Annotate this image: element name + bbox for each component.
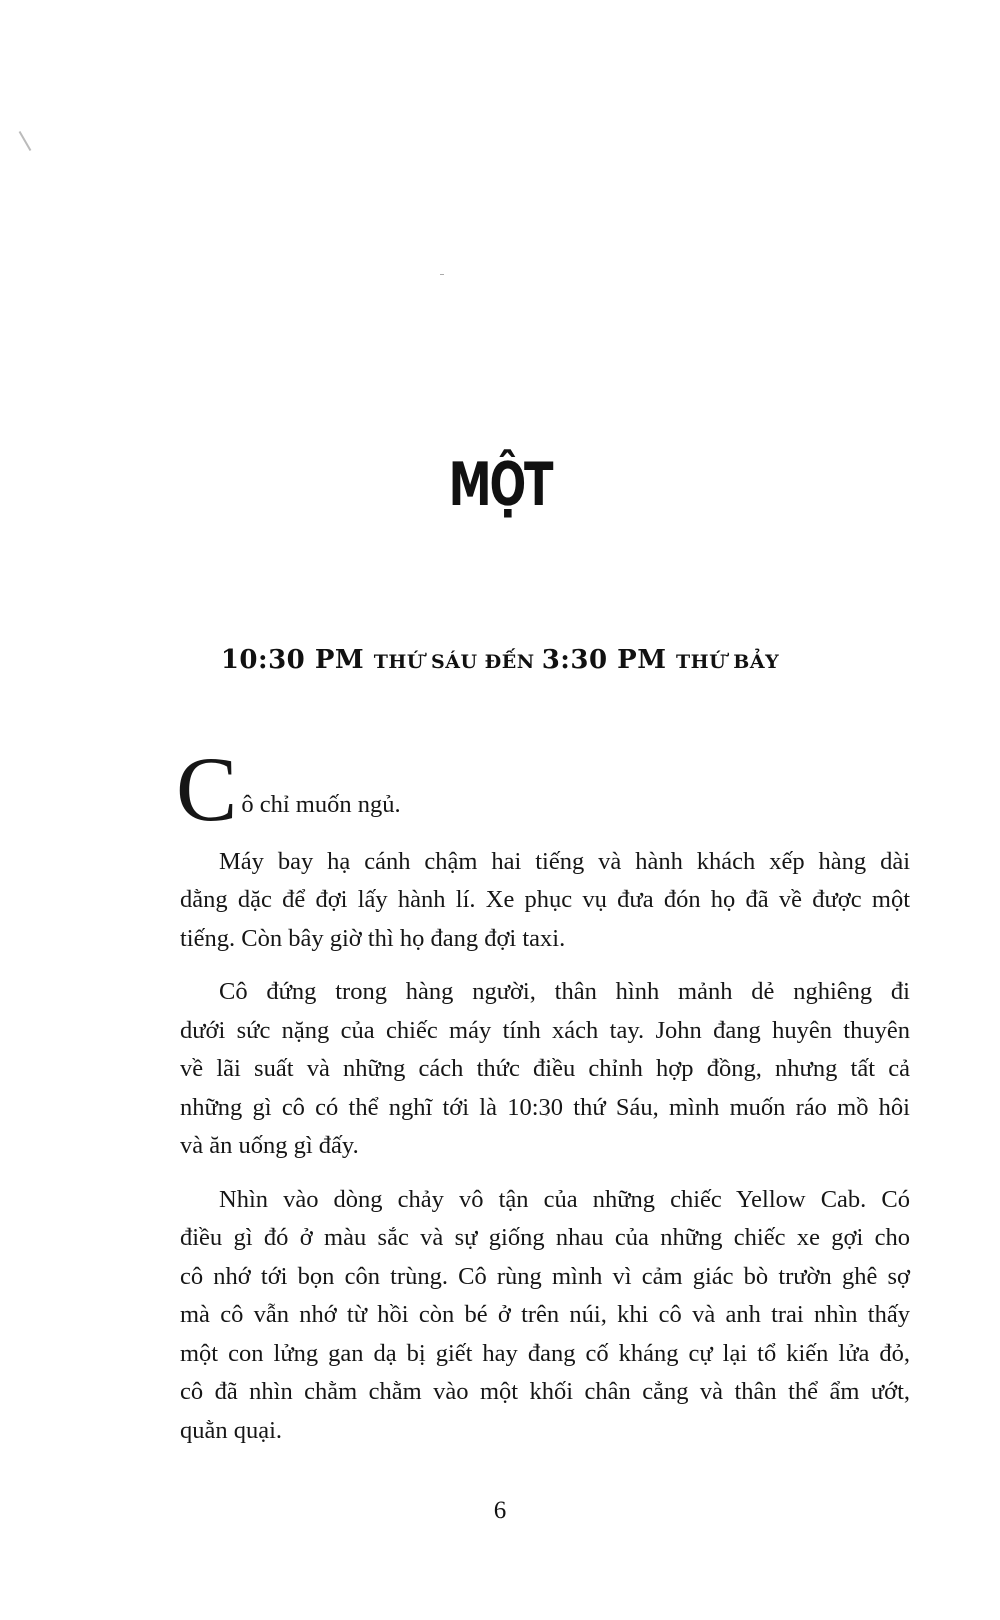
- text-line: mà cô vẫn nhớ từ hồi còn bé ở trên núi, khi cô và anh trai nhìn thấy: [180, 1301, 910, 1328]
- chapter-time-range: [0, 645, 1000, 675]
- paragraph: [180, 1181, 910, 1451]
- scan-speck: [440, 274, 444, 275]
- text-line: một con lửng gan dạ bị giết hay đang cố kháng cự lại tổ kiến lửa đỏ,: [180, 1339, 910, 1367]
- drop-cap: C: [176, 738, 238, 840]
- paragraph: [180, 843, 910, 959]
- text-line: cô nhớ tới bọn côn trùng. Cô rùng mình vì cảm giác bò trườn ghê sợ: [180, 1262, 910, 1290]
- text-line: Cô đứng trong hàng người, thân hình mảnh dẻ nghiêng đi: [219, 978, 910, 1005]
- text-line: dưới sức nặng của chiếc máy tính xách tay. John đang huyên thuyên: [180, 1016, 910, 1044]
- text-line: và ăn uống gì đấy.: [180, 1132, 359, 1159]
- page-number: 6: [493, 1497, 507, 1524]
- text-line: dằng dặc để đợi lấy hành lí. Xe phục vụ đưa đón họ đã về được một: [180, 886, 910, 913]
- text-line: tiếng. Còn bây giờ thì họ đang đợi taxi.: [180, 924, 566, 952]
- opening-line: ô chỉ muốn ngủ.: [241, 791, 401, 818]
- text-line: cô đã nhìn chằm chằm vào một khối chân cẳng và thân thể ẩm ướt,: [180, 1378, 910, 1405]
- subtitle-part: THỨ BẢY: [676, 651, 780, 673]
- text-line: Nhìn vào dòng chảy vô tận của những chiếc Yellow Cab. Có: [219, 1185, 910, 1213]
- scan-speck: [19, 131, 32, 151]
- text-line: Máy bay hạ cánh chậm hai tiếng và hành khách xếp hàng dài: [219, 847, 910, 875]
- subtitle-part: THỨ SÁU ĐẾN: [373, 651, 542, 673]
- text-line: điều gì đó ở màu sắc và sự giống nhau của những chiếc xe gợi cho: [180, 1224, 910, 1251]
- chapter-title: MỘT: [448, 450, 552, 520]
- opening-paragraph: [176, 738, 910, 840]
- chapter-body: [176, 738, 910, 1465]
- subtitle-part: 3:30 PM: [541, 645, 677, 675]
- subtitle-part: 10:30 PM: [220, 645, 374, 675]
- text-line: quằn quại.: [180, 1416, 283, 1444]
- paragraph: [180, 973, 910, 1166]
- text-line: những gì cô có thể nghĩ tới là 10:30 thứ Sáu, mình muốn ráo mồ hôi: [180, 1093, 910, 1121]
- text-line: về lãi suất và những cách thức điều chỉnh hợp đồng, nhưng tất cả: [180, 1055, 910, 1082]
